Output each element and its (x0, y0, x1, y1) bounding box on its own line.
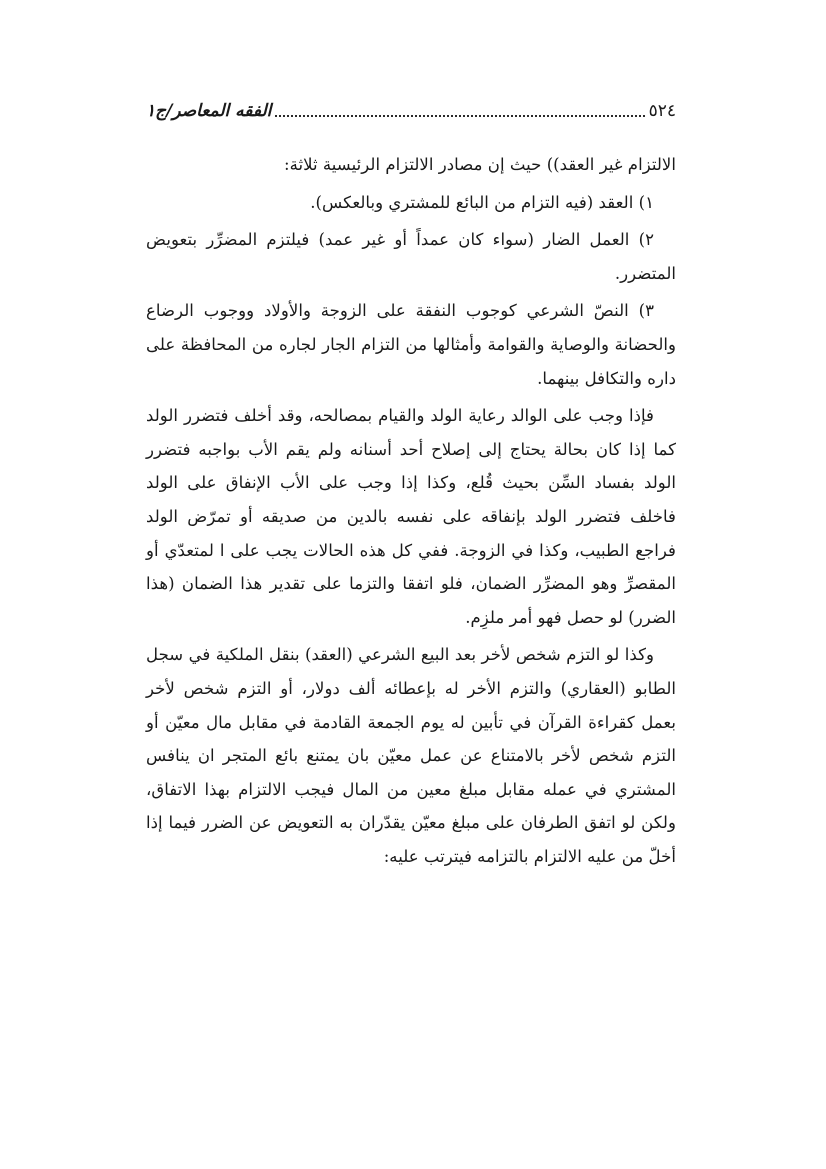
paragraph-parent-duty: فإذا وجب على الوالد رعاية الولد والقيام بمصالحه، وقد أخلف فتضرر الولد كما إذا كان بحالة يحتاج إلى إصلاح أحد أسنانه ولم يقم الأب بواجبه فتضرر الولد بفساد السِّن بحيث قُلع، وكذا إذا وجب على الأب الإنفاق على الولد فاخلف فتضرر الولد بإنفاقه على نفسه بالدين من صديقه أو تمرّض الولد فراجع الطبيب، وكذا في الزوجة. ففي كل هذه الحالات يجب على ا لمتعدّي أو المقصرِّ وهو المضرِّر الضمان، فلو اتفقا والتزما على تقدير هذا الضمان (هذا الضرر) لو حصل فهو أمر ملزِم. (146, 406, 676, 627)
list-item-harmful-act: ٢) العمل الضار (سواء كان عمداً أو غير عمد) فيلتزم المضرِّر بتعويض المتضرر. (146, 230, 676, 283)
page-body (146, 148, 676, 877)
book-title: الفقه المعاصر/ج١ (146, 101, 272, 121)
paragraph-intro: الالتزام غير العقد)) حيث إن مصادر الالتزام الرئيسية ثلاثة: (284, 155, 676, 174)
page-number: ٥٢٤ (648, 101, 676, 121)
header-dot-leader (275, 115, 644, 117)
running-header (146, 92, 676, 126)
list-item-legal-text: ٣) النصّ الشرعي كوجوب النفقة على الزوجة والأولاد ووجوب الرضاع والحضانة والوصاية والقوامة وأمثالها من التزام الجار لجاره من المحافظة على داره والتكافل بينهما. (146, 301, 676, 388)
paragraph-obligation-examples: وكذا لو التزم شخص لأخر بعد البيع الشرعي (العقد) بنقل الملكية في سجل الطابو (العقاري) والتزم الأخر له بإعطائه ألف دولار، أو التزم شخص لأخر بعمل كقراءة القرآن في تأبين له يوم الجمعة القادمة في مقابل مال معيّن أو التزم شخص لأخر بالامتناع عن عمل معيّن بان يمتنع بائع المتجر ان ينافس المشتري في عمله مقابل مبلغ معين من المال فيجب الالتزام بهذا الاتفاق، ولكن لو اتفق الطرفان على مبلغ معيّن يقدّران به التعويض عن الضرر فيما إذا أخلّ من عليه الالتزام بالتزامه فيترتب عليه: (146, 645, 676, 866)
list-item-contract: ١) العقد (فيه التزام من البائع للمشتري وبالعكس). (310, 192, 654, 212)
